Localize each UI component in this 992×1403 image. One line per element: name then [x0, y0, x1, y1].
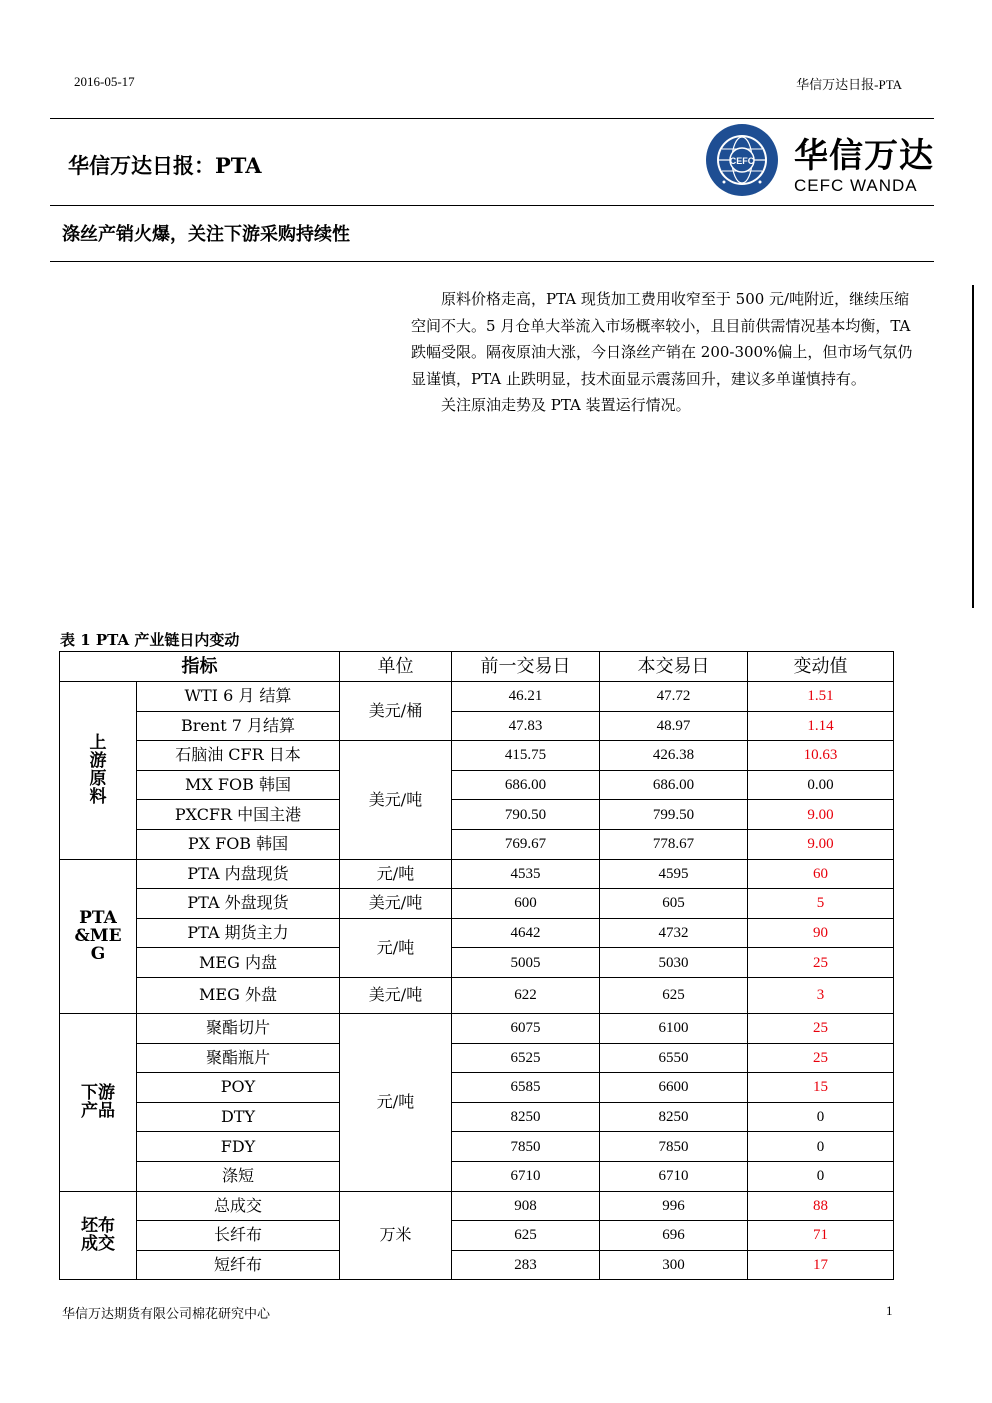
table-row [60, 1221, 894, 1251]
change-cell: 90 [748, 918, 894, 948]
svg-text:CEFC: CEFC [729, 156, 755, 166]
curr-cell: 799.50 [600, 800, 748, 830]
group-label [60, 859, 137, 1013]
change-cell: 1.14 [748, 711, 894, 741]
table-row [60, 770, 894, 800]
table-row [60, 741, 894, 771]
row-name: 涤短 [137, 1161, 340, 1191]
unit-cell: 美元/吨 [340, 889, 452, 919]
prev-cell: 415.75 [452, 741, 600, 771]
change-cell: 0 [748, 1161, 894, 1191]
prev-cell: 790.50 [452, 800, 600, 830]
row-name: PTA 期货主力 [137, 918, 340, 948]
table-row [60, 1073, 894, 1103]
curr-cell: 778.67 [600, 829, 748, 859]
table-row [60, 1250, 894, 1280]
prev-cell: 46.21 [452, 682, 600, 712]
curr-cell: 6550 [600, 1043, 748, 1073]
row-name: WTI 6 月 结算 [137, 682, 340, 712]
table-row [60, 918, 894, 948]
table-row [60, 1132, 894, 1162]
title-rule [50, 205, 934, 206]
headline: 涤丝产销火爆，关注下游采购持续性 [62, 224, 350, 245]
group-label [60, 1013, 137, 1191]
curr-cell: 6710 [600, 1161, 748, 1191]
col-header-indicator: 指标 [60, 652, 340, 682]
prev-cell: 600 [452, 889, 600, 919]
table-row [60, 889, 894, 919]
change-cell: 1.51 [748, 682, 894, 712]
curr-cell: 996 [600, 1191, 748, 1221]
summary [411, 286, 923, 419]
logo-name-en: CEFC WANDA [794, 176, 918, 195]
header-date: 2016-05-17 [74, 74, 135, 89]
row-name: PTA 外盘现货 [137, 889, 340, 919]
group-fabric: 坯布成交 [81, 1216, 115, 1255]
globe-seal-icon [704, 122, 780, 198]
row-name: PX FOB 韩国 [137, 829, 340, 859]
change-cell: 25 [748, 1043, 894, 1073]
pta-chain-table [59, 651, 894, 1280]
group-label [60, 682, 137, 860]
table-row [60, 829, 894, 859]
summary-paragraph: 关注原油走势及 PTA 装置运行情况。 [441, 396, 691, 414]
change-cell: 15 [748, 1073, 894, 1103]
table-caption: 表 1 PTA 产业链日内变动 [60, 631, 240, 649]
table-row [60, 682, 894, 712]
change-cell: 9.00 [748, 829, 894, 859]
row-name: 聚酯瓶片 [137, 1043, 340, 1073]
prev-cell: 4642 [452, 918, 600, 948]
table-row [60, 948, 894, 978]
row-name: Brent 7 月结算 [137, 711, 340, 741]
change-cell: 0 [748, 1102, 894, 1132]
curr-cell: 7850 [600, 1132, 748, 1162]
row-name: MX FOB 韩国 [137, 770, 340, 800]
prev-cell: 625 [452, 1221, 600, 1251]
change-cell: 0.00 [748, 770, 894, 800]
curr-cell: 605 [600, 889, 748, 919]
row-name: MEG 内盘 [137, 948, 340, 978]
unit-cell: 美元/桶 [340, 682, 452, 741]
col-header-unit: 单位 [340, 652, 452, 682]
row-name: 长纤布 [137, 1221, 340, 1251]
change-cell: 3 [748, 977, 894, 1013]
curr-cell: 4595 [600, 859, 748, 889]
row-name: 总成交 [137, 1191, 340, 1221]
table-row [60, 977, 894, 1013]
col-header-curr: 本交易日 [600, 652, 748, 682]
change-cell: 60 [748, 859, 894, 889]
summary-paragraph: 原料价格走高，PTA 现货加工费用收窄至于 500 元/吨附近，继续压缩空间不大。5 月仓单大举流入市场概率较小，且目前供需情况基本均衡，TA 跌幅受限。隔夜原油大涨，今日涤丝产销在 200-300%偏上，但市场气氛仍显谨慎，PTA 止跌明显，技术面显示震荡回升，建议多单谨慎持有。 [411, 290, 913, 388]
table-row [60, 1102, 894, 1132]
curr-cell: 6100 [600, 1013, 748, 1043]
row-name: MEG 外盘 [137, 977, 340, 1013]
change-cell: 5 [748, 889, 894, 919]
table-row [60, 1161, 894, 1191]
curr-cell: 6600 [600, 1073, 748, 1103]
curr-cell: 686.00 [600, 770, 748, 800]
unit-cell: 元/吨 [340, 1013, 452, 1191]
curr-cell: 47.72 [600, 682, 748, 712]
prev-cell: 8250 [452, 1102, 600, 1132]
group-downstream: 下游产品 [81, 1083, 115, 1122]
group-pta-meg: PTA&MEG [74, 908, 122, 965]
prev-cell: 686.00 [452, 770, 600, 800]
change-cell: 9.00 [748, 800, 894, 830]
prev-cell: 6710 [452, 1161, 600, 1191]
footer-org: 华信万达期货有限公司棉花研究中心 [62, 1307, 271, 1322]
table-row [60, 859, 894, 889]
row-name: 石脑油 CFR 日本 [137, 741, 340, 771]
row-name: 聚酯切片 [137, 1013, 340, 1043]
unit-cell: 元/吨 [340, 859, 452, 889]
unit-cell: 美元/吨 [340, 977, 452, 1013]
prev-cell: 7850 [452, 1132, 600, 1162]
change-cell: 0 [748, 1132, 894, 1162]
curr-cell: 426.38 [600, 741, 748, 771]
curr-cell: 48.97 [600, 711, 748, 741]
curr-cell: 300 [600, 1250, 748, 1280]
prev-cell: 908 [452, 1191, 600, 1221]
header-rule [50, 118, 934, 119]
row-name: POY [137, 1073, 340, 1103]
table-row [60, 711, 894, 741]
page-number: 1 [886, 1303, 893, 1318]
headline-rule [50, 261, 934, 262]
curr-cell: 5030 [600, 948, 748, 978]
row-name: PXCFR 中国主港 [137, 800, 340, 830]
prev-cell: 6075 [452, 1013, 600, 1043]
row-name: 短纤布 [137, 1250, 340, 1280]
prev-cell: 5005 [452, 948, 600, 978]
table-row [60, 1043, 894, 1073]
group-label [60, 1191, 137, 1280]
table-header-row [60, 652, 894, 682]
prev-cell: 622 [452, 977, 600, 1013]
table-row [60, 1013, 894, 1043]
table-row [60, 800, 894, 830]
company-logo [700, 122, 940, 202]
change-cell: 88 [748, 1191, 894, 1221]
curr-cell: 625 [600, 977, 748, 1013]
unit-cell: 美元/吨 [340, 741, 452, 859]
prev-cell: 47.83 [452, 711, 600, 741]
curr-cell: 4732 [600, 918, 748, 948]
change-cell: 71 [748, 1221, 894, 1251]
report-title: 华信万达日报：PTA [68, 153, 262, 178]
curr-cell: 8250 [600, 1102, 748, 1132]
row-name: PTA 内盘现货 [137, 859, 340, 889]
prev-cell: 6525 [452, 1043, 600, 1073]
col-header-change: 变动值 [748, 652, 894, 682]
unit-cell: 元/吨 [340, 918, 452, 977]
header-doc-label: 华信万达日报-PTA [796, 77, 902, 92]
table-row [60, 1191, 894, 1221]
sidebar-rule [972, 285, 974, 608]
prev-cell: 6585 [452, 1073, 600, 1103]
row-name: FDY [137, 1132, 340, 1162]
prev-cell: 4535 [452, 859, 600, 889]
change-cell: 25 [748, 1013, 894, 1043]
change-cell: 25 [748, 948, 894, 978]
prev-cell: 283 [452, 1250, 600, 1280]
col-header-prev: 前一交易日 [452, 652, 600, 682]
row-name: DTY [137, 1102, 340, 1132]
group-upstream: 上游原料 [89, 733, 107, 808]
logo-name-cn: 华信万达 [794, 136, 934, 176]
unit-cell: 万米 [340, 1191, 452, 1280]
change-cell: 17 [748, 1250, 894, 1280]
curr-cell: 696 [600, 1221, 748, 1251]
change-cell: 10.63 [748, 741, 894, 771]
prev-cell: 769.67 [452, 829, 600, 859]
